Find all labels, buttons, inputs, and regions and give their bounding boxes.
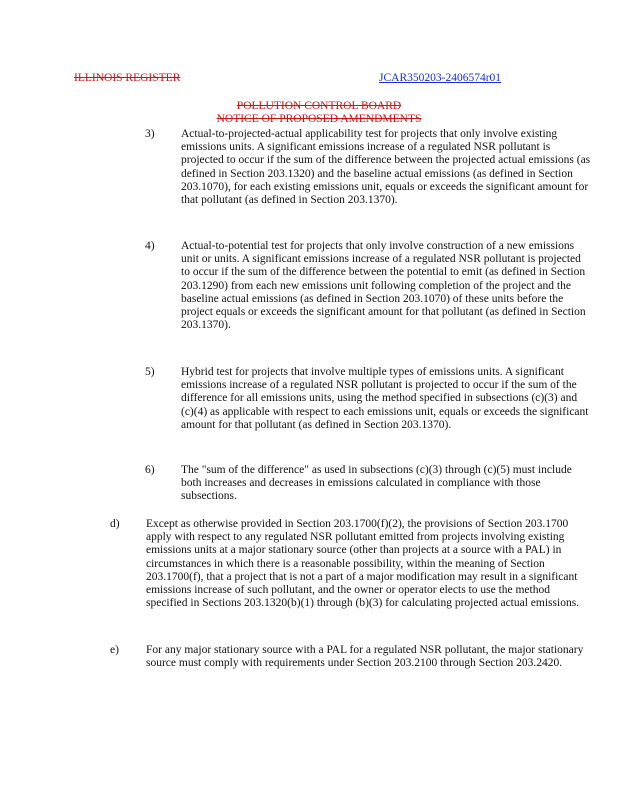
board-title: POLLUTION CONTROL BOARD xyxy=(236,100,402,112)
title-block xyxy=(190,100,448,126)
item-text: Actual-to-projected-actual applicability test for projects that only involve existing emissions units. A significant emissions increase of a regulated NSR pollutant is projected to occur if the sum of the difference between the projected actual emissions (as defined in Section 203.1320) and the baseline actual emissions (as defined in Section 203.1070), for each existing emissions unit, equals or exceeds the significant amount for that pollutant (as defined in Section 203.1370). xyxy=(181,128,591,207)
register-header: ILLINOIS REGISTER xyxy=(74,72,181,84)
item-number: d) xyxy=(110,518,120,530)
item-number: 6) xyxy=(145,464,155,476)
item-text: The "sum of the difference" as used in subsections (c)(3) through (c)(5) must include both increases and decreases in emissions calculated in compliance with those subsections. xyxy=(181,464,572,503)
notice-title: NOTICE OF PROPOSED AMENDMENTS xyxy=(216,113,422,125)
jcar-reference-link[interactable]: JCAR350203-2406574r01 xyxy=(379,72,502,84)
item-text: Except as otherwise provided in Section 203.1700(f)(2), the provisions of Section 203.1700 apply with respect to any regulated NSR pollutant emitted from projects involving existing emissions units at a major stationary source (other than projects at a source with a PAL) in circumstances in which there is a reasonable possibility, within the meaning of Section 203.1700(f), that a project that is not a part of a major modification may result in a significant emissions increase of such pollutant, and the owner or operator elects to use the method specified in Sections 203.1320(b)(1) through (b)(3) for calculating projected actual emissions. xyxy=(146,518,580,610)
item-text: For any major stationary source with a PAL for a regulated NSR pollutant, the major stationary source must comply with requirements under Section 203.2100 through Section 203.2420. xyxy=(146,644,584,670)
item-text: Hybrid test for projects that involve multiple types of emissions units. A significant emissions increase of a regulated NSR pollutant is projected to occur if the sum of the difference for all emissions units, using the method specified in subsections (c)(3) and (c)(4) as applicable with respect to each emissions unit, equals or exceeds the significant amount for that pollutant (as defined in Section 203.1370). xyxy=(181,366,589,431)
item-number: 3) xyxy=(145,128,155,140)
item-number: 5) xyxy=(145,366,155,378)
item-number: e) xyxy=(110,644,119,656)
item-text: Actual-to-potential test for projects that only involve construction of a new emissions unit or units. A significant emissions increase of a regulated NSR pollutant is projected to occur if the sum of the difference between the potential to emit (as defined in Section 203.1290) from each new emissions unit following completion of the project and the baseline actual emissions (as defined in Section 203.1070) of these units before the project equals or exceeds the significant amount for that pollutant (as defined in Section 203.1370). xyxy=(181,240,586,332)
item-number: 4) xyxy=(145,240,155,252)
